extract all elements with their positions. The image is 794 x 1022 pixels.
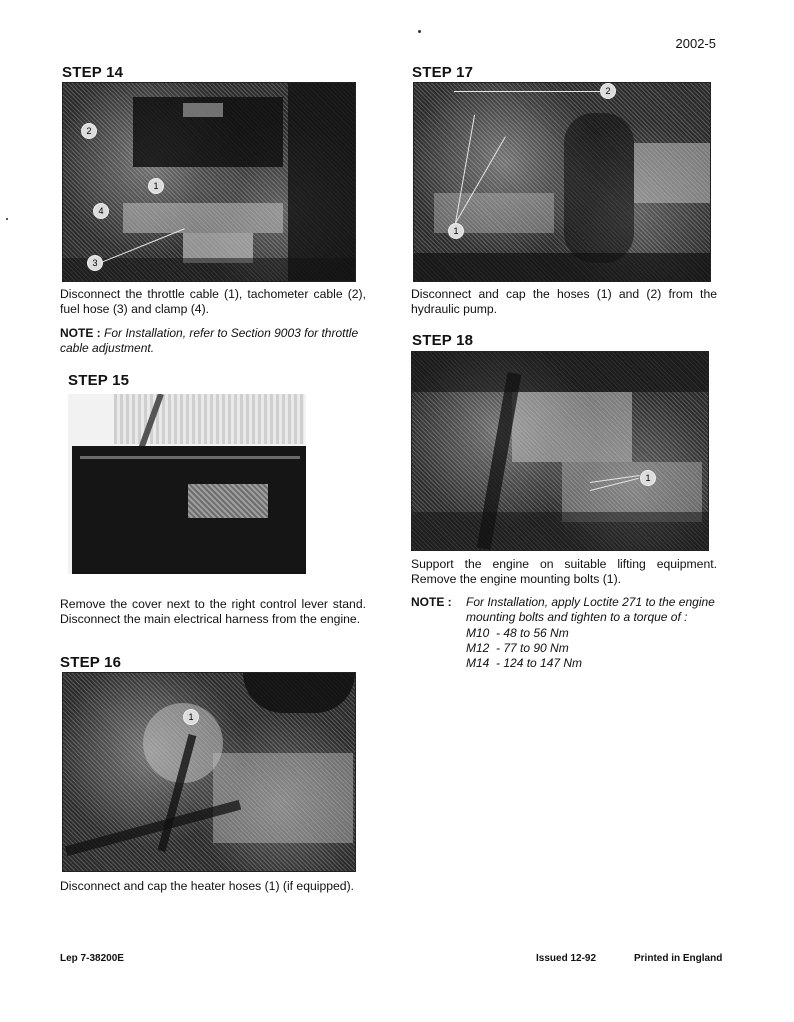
step-14-title: STEP 14 [62, 64, 124, 81]
callout-1: 1 [448, 223, 464, 239]
step-18-text: Support the engine on suitable lifting equipment. Remove the engine mounting bolts (1). [411, 557, 717, 586]
step-17-title: STEP 17 [412, 64, 474, 81]
step-18-photo [411, 351, 709, 551]
callout-3: 3 [87, 255, 103, 271]
issued-date: Issued 12-92 [536, 953, 597, 964]
torque-m14: M14 - 124 to 147 Nm [466, 656, 583, 670]
step-18-note-text: For Installation, apply Loctite 271 to the engine mounting bolts and tighten to a torque of : [466, 595, 715, 624]
scan-speck [418, 30, 421, 33]
step-16-text: Disconnect and cap the heater hoses (1) (if equipped). [60, 879, 355, 893]
step-15-text: Remove the cover next to the right control lever stand. Disconnect the main electrical harness from the engine. [60, 597, 366, 626]
callout-1: 1 [640, 470, 656, 486]
torque-m10: M10 - 48 to 56 Nm [466, 626, 569, 640]
note-text: For Installation, refer to Section 9003 for throttle cable adjustment. [60, 326, 359, 355]
step-18-title: STEP 18 [412, 332, 474, 349]
step-15-title: STEP 15 [68, 372, 130, 389]
step-14-note [60, 326, 366, 356]
printed-location: Printed in England [634, 953, 723, 964]
step-15-photo [68, 394, 306, 574]
step-17-photo [413, 82, 711, 282]
step-16-title: STEP 16 [60, 654, 122, 671]
callout-2: 2 [81, 123, 97, 139]
step-18-note-label: NOTE : [411, 595, 452, 609]
step-14-text: Disconnect the throttle cable (1), tachometer cable (2), fuel hose (3) and clamp (4). [60, 287, 366, 316]
callout-1: 1 [183, 709, 199, 725]
doc-reference: Lep 7-38200E [60, 953, 124, 964]
step-14-photo [62, 82, 356, 282]
step-16-photo [62, 672, 356, 872]
note-label: NOTE : [60, 326, 101, 340]
callout-1: 1 [148, 178, 164, 194]
margin-mark [6, 218, 8, 220]
callout-2: 2 [600, 83, 616, 99]
torque-m12: M12 - 77 to 90 Nm [466, 641, 569, 655]
callout-4: 4 [93, 203, 109, 219]
page-number: 2002-5 [675, 36, 716, 51]
step-17-text: Disconnect and cap the hoses (1) and (2) from the hydraulic pump. [411, 287, 717, 316]
